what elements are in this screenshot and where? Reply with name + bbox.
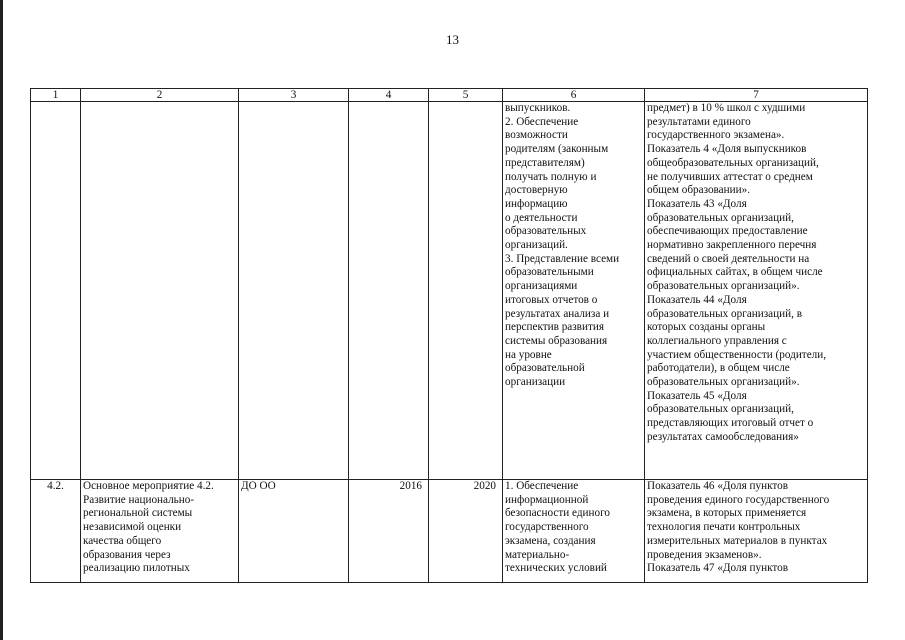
header-cell: 4 (349, 89, 429, 102)
end-year-cell: 2020 (429, 480, 503, 583)
program-table (30, 88, 868, 583)
table-header-row (31, 89, 868, 102)
page-edge-rule (0, 0, 3, 640)
table-row-continued (31, 102, 868, 480)
header-cell: 6 (503, 89, 645, 102)
page-number: 13 (446, 32, 459, 47)
indicators-cell: предмет) в 10 % школ с худшими результатами единого государственного экзамена». Показатель 4 «Доля выпускников общеобразовательных организаций, не получивших аттестат о среднем общем образовании». Показатель 43 «Доля образовательных организаций, обеспечивающих предоставление нормативно закрепленного перечня сведений о своей деятельности на официальных сайтах, в общем числе образовательных организаций». Показатель 44 «Доля образовательных организаций, в которых созданы органы коллегиального управления с участием общественности (родители, работодатели), в общем числе образовательных организаций». Показатель 45 «Доля образовательных организаций, представляющих итоговый отчет о результатах самообследования» (645, 102, 868, 480)
empty-cell (429, 102, 503, 480)
start-year-cell: 2016 (349, 480, 429, 583)
header-cell: 7 (645, 89, 868, 102)
tasks-cell: 1. Обеспечение информационной безопасности единого государственного экзамена, создания материально- технических условий (503, 480, 645, 583)
empty-cell (31, 102, 81, 480)
measure-name-cell: Основное мероприятие 4.2. Развитие национально- региональной системы независимой оценки качества общего образования через реализацию пилотных (81, 480, 239, 583)
indicators-cell: Показатель 46 «Доля пунктов проведения единого государственного экзамена, в которых применяется технология печати контрольных измерительных материалов в пунктах проведения экзаменов». Показатель 47 «Доля пунктов (645, 480, 868, 583)
empty-cell (349, 102, 429, 480)
item-number-cell: 4.2. (31, 480, 81, 583)
empty-cell (239, 102, 349, 480)
header-cell: 5 (429, 89, 503, 102)
header-cell: 1 (31, 89, 81, 102)
table-row-4-2 (31, 480, 868, 583)
tasks-cell: выпускников. 2. Обеспечение возможности родителям (законным представителям) получать полную и достоверную информацию о деятельности образовательных организаций. 3. Представление всеми образовательными организациями итоговых отчетов о результатах анализа и перспектив развития системы образования на уровне образовательной организации (503, 102, 645, 480)
header-cell: 3 (239, 89, 349, 102)
header-cell: 2 (81, 89, 239, 102)
empty-cell (81, 102, 239, 480)
executor-cell: ДО ОО (239, 480, 349, 583)
